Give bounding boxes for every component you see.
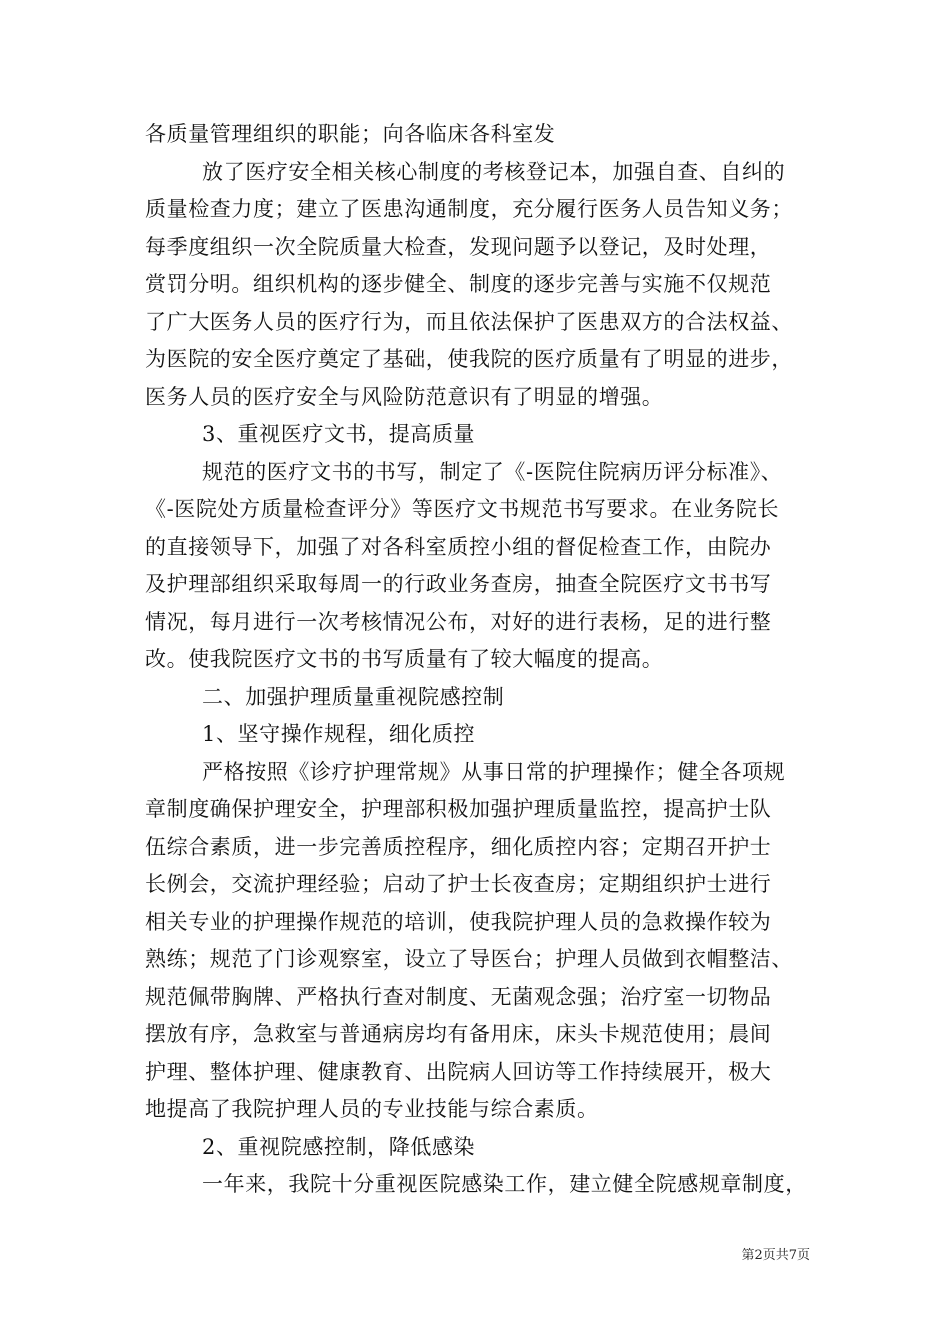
text-line: 及护理部组织采取每周一的行政业务查房，抽查全院医疗文书书写 xyxy=(145,572,772,596)
text-line: 《-医院处方质量检查评分》等医疗文书规范书写要求。在业务院长 xyxy=(145,497,780,521)
text-line: 情况，每月进行一次考核情况公布，对好的进行表杨，足的进行整 xyxy=(145,610,772,634)
text-line: 熟练；规范了门诊观察室，设立了导医台；护理人员做到衣帽整洁、 xyxy=(145,947,793,971)
text-line: 医务人员的医疗安全与风险防范意识有了明显的增强。 xyxy=(145,385,664,409)
text-line: 了广大医务人员的医疗行为，而且依法保护了医患双方的合法权益、 xyxy=(145,310,793,334)
text-line: 相关专业的护理操作规范的培训，使我院护理人员的急救操作较为 xyxy=(145,910,772,934)
text-line: 规范佩带胸牌、严格执行查对制度、无菌观念强；治疗室一切物品 xyxy=(145,985,772,1009)
section-heading: 2、重视院感控制，降低感染 xyxy=(202,1135,476,1159)
text-line: 赏罚分明。组织机构的逐步健全、制度的逐步完善与实施不仅规范 xyxy=(145,272,772,296)
text-line: 为医院的安全医疗奠定了基础，使我院的医疗质量有了明显的进步， xyxy=(145,347,793,371)
text-line: 的直接领导下，加强了对各科室质控小组的督促检查工作，由院办 xyxy=(145,535,772,559)
text-line: 长例会，交流护理经验；启动了护士长夜查房；定期组织护士进行 xyxy=(145,872,772,896)
text-line: 改。使我院医疗文书的书写质量有了较大幅度的提高。 xyxy=(145,647,664,671)
text-line: 摆放有序，急救室与普通病房均有备用床，床头卡规范使用；晨间 xyxy=(145,1022,772,1046)
text-line: 每季度组织一次全院质量大检查，发现问题予以登记，及时处理， xyxy=(145,235,772,259)
section-heading: 3、重视医疗文书，提高质量 xyxy=(202,422,476,446)
text-line: 章制度确保护理安全，护理部积极加强护理质量监控，提高护士队 xyxy=(145,797,772,821)
text-line: 严格按照《诊疗护理常规》从事日常的护理操作；健全各项规 xyxy=(202,760,786,784)
text-line: 护理、整体护理、健康教育、出院病人回访等工作持续展开，极大 xyxy=(145,1060,772,1084)
text-line: 质量检查力度；建立了医患沟通制度，充分履行医务人员告知义务； xyxy=(145,197,793,221)
text-line: 规范的医疗文书的书写，制定了《-医院住院病历评分标准》、 xyxy=(202,460,783,484)
text-line: 各质量管理组织的职能；向各临床各科室发 xyxy=(145,122,556,146)
text-line: 一年来，我院十分重视医院感染工作，建立健全院感规章制度， xyxy=(202,1172,807,1196)
text-line: 地提高了我院护理人员的专业技能与综合素质。 xyxy=(145,1097,599,1121)
section-heading: 二、加强护理质量重视院感控制 xyxy=(202,685,505,709)
text-line: 放了医疗安全相关核心制度的考核登记本，加强自查、自纠的 xyxy=(202,160,786,184)
page-number-footer: 第2页共7页 xyxy=(741,1248,810,1263)
text-line: 伍综合素质，进一步完善质控程序，细化质控内容；定期召开护士 xyxy=(145,835,772,859)
section-heading: 1、坚守操作规程，细化质控 xyxy=(202,722,476,746)
